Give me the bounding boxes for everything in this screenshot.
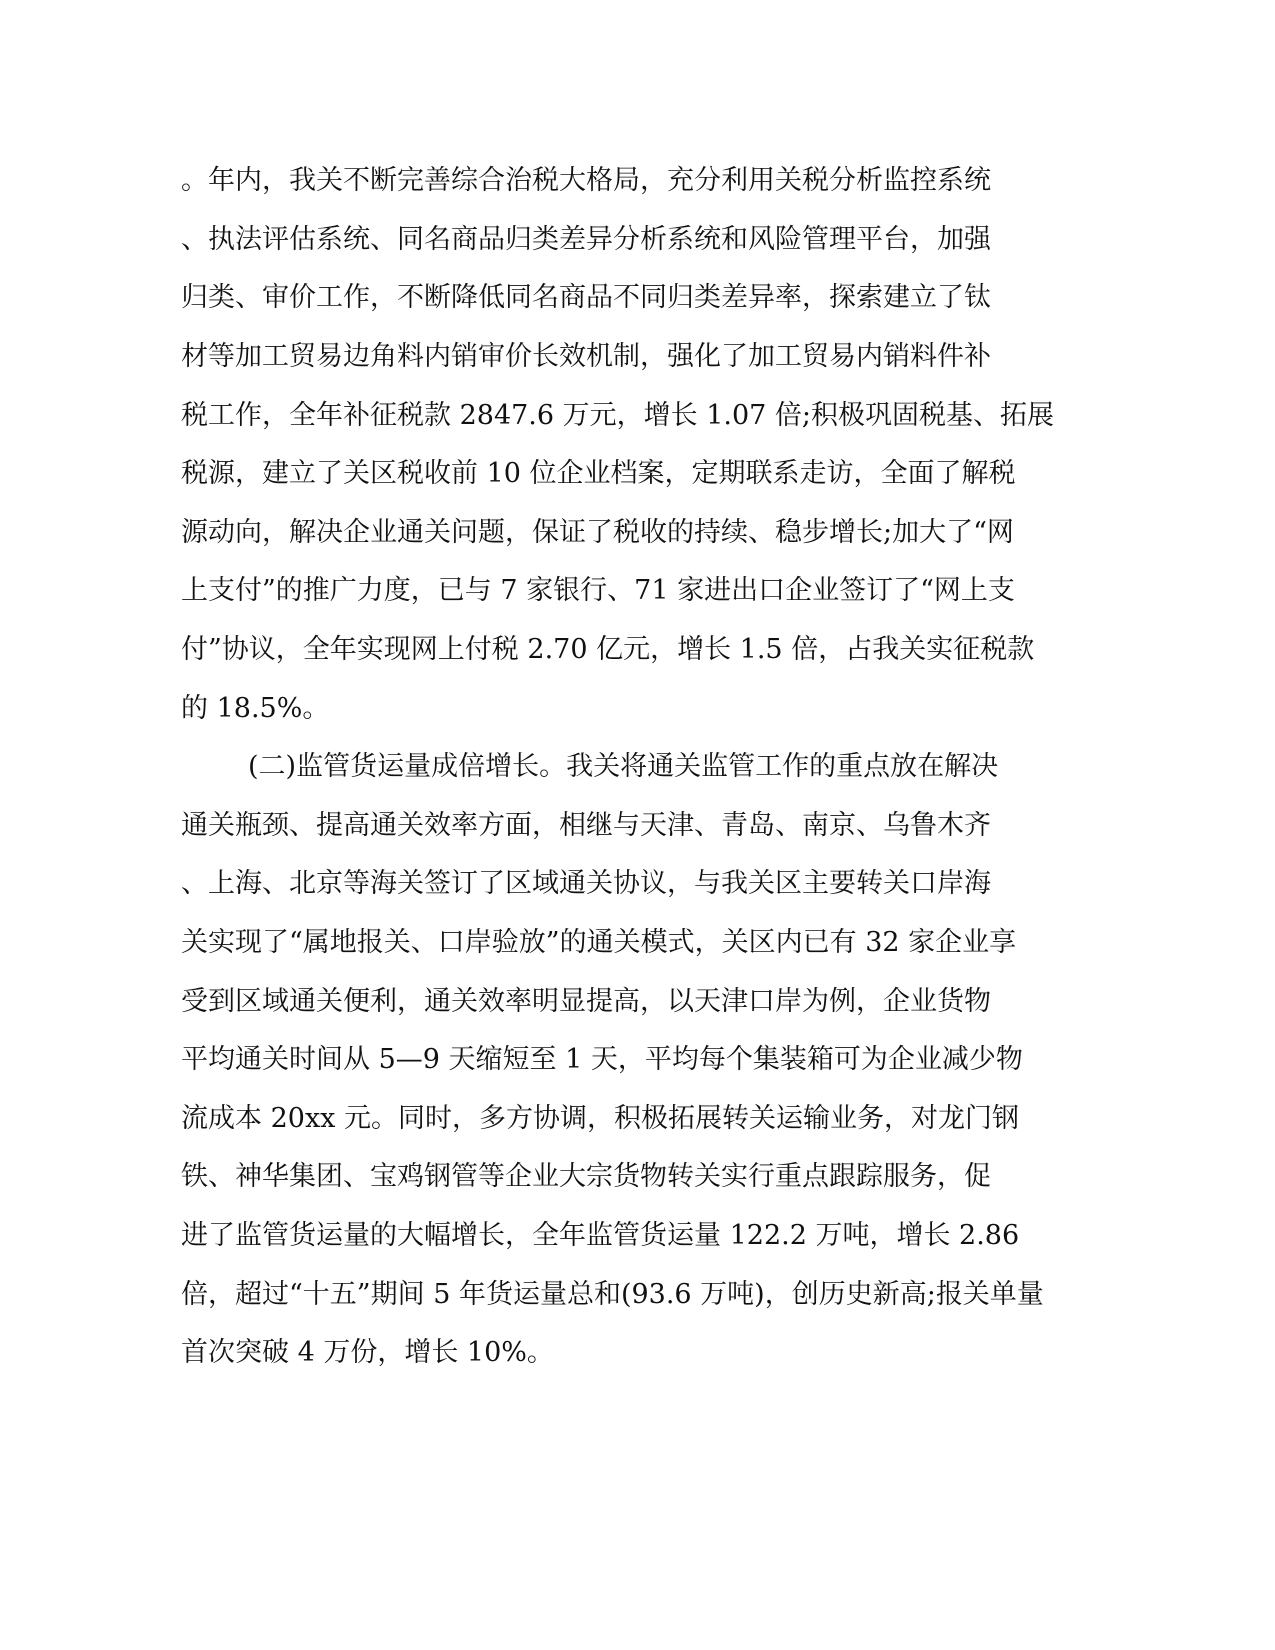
text-line: 。年内，我关不断完善综合治税大格局，充分利用关税分析监控系统 bbox=[181, 165, 991, 196]
text-line: 付”协议，全年实现网上付税 2.70 亿元，增长 1.5 倍，占我关实征税款 bbox=[181, 634, 1035, 665]
text-line: 税工作，全年补征税款 2847.6 万元，增长 1.07 倍;积极巩固税基、拓展 bbox=[181, 400, 1055, 431]
text-line: 材等加工贸易边角料内销审价长效机制，强化了加工贸易内销料件补 bbox=[181, 341, 991, 372]
text-line: 关实现了“属地报关、口岸验放”的通关模式，关区内已有 32 家企业享 bbox=[181, 927, 1017, 958]
section-heading-line: (二)监管货运量成倍增长。我关将通关监管工作的重点放在解决 bbox=[248, 751, 999, 782]
text-line: 平均通关时间从 5—9 天缩短至 1 天，平均每个集装箱可为企业减少物 bbox=[181, 1044, 1023, 1075]
text-line: 通关瓶颈、提高通关效率方面，相继与天津、青岛、南京、乌鲁木齐 bbox=[181, 810, 991, 841]
text-line: 流成本 20xx 元。同时，多方协调，积极拓展转关运输业务，对龙门钢 bbox=[181, 1103, 1019, 1134]
text-line: 上支付”的推广力度，已与 7 家银行、71 家进出口企业签订了“网上支 bbox=[181, 575, 1015, 606]
text-line: 受到区域通关便利，通关效率明显提高，以天津口岸为例，企业货物 bbox=[181, 986, 991, 1017]
text-line: 的 18.5%。 bbox=[181, 693, 330, 724]
text-line: 倍，超过“十五”期间 5 年货运量总和(93.6 万吨)，创历史新高;报关单量 bbox=[181, 1279, 1044, 1310]
text-line: 首次突破 4 万份，增长 10%。 bbox=[181, 1337, 554, 1368]
text-line: 税源，建立了关区税收前 10 位企业档案，定期联系走访，全面了解税 bbox=[181, 458, 1016, 489]
text-line: 归类、审价工作，不断降低同名商品不同归类差异率，探索建立了钛 bbox=[181, 282, 991, 313]
text-line: 、上海、北京等海关签订了区域通关协议，与我关区主要转关口岸海 bbox=[181, 868, 991, 899]
text-line: 铁、神华集团、宝鸡钢管等企业大宗货物转关实行重点跟踪服务，促 bbox=[181, 1161, 991, 1192]
text-line: 进了监管货运量的大幅增长，全年监管货运量 122.2 万吨，增长 2.86 bbox=[181, 1220, 1020, 1251]
text-line: 、执法评估系统、同名商品归类差异分析系统和风险管理平台，加强 bbox=[181, 224, 991, 255]
text-line: 源动向，解决企业通关问题，保证了税收的持续、稳步增长;加大了“网 bbox=[181, 517, 1014, 548]
